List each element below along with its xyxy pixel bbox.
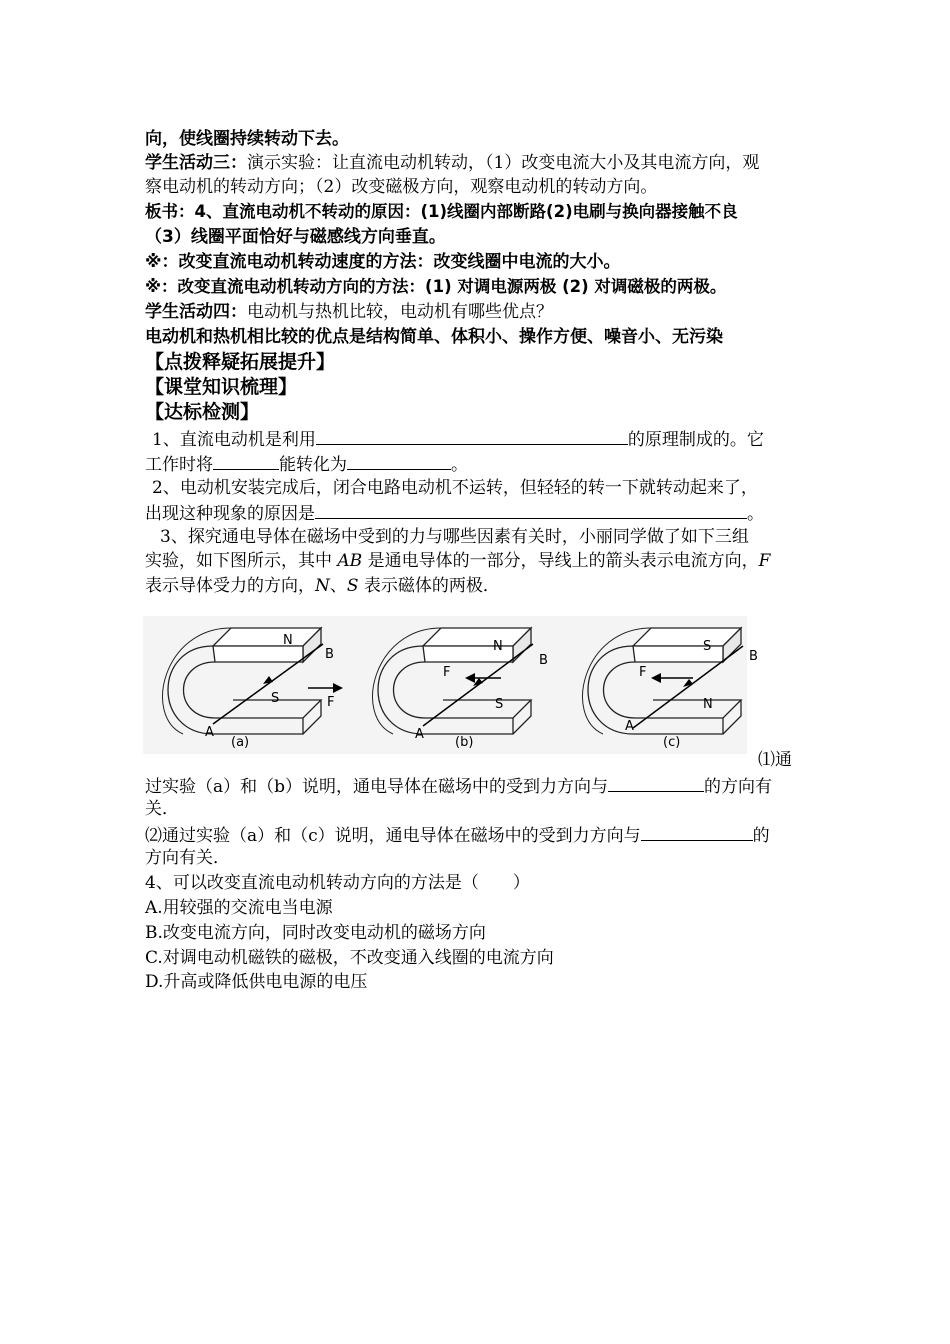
answer-blank[interactable] (316, 426, 628, 445)
svg-text:A: A (415, 727, 424, 742)
q3-text: 过实验（a）和（b）说明，通电导体在磁场中的受到力方向与 (145, 777, 609, 797)
q3-text: 表示磁体的两极． (358, 576, 500, 596)
q3-symbol: F (758, 551, 771, 571)
q1-text: 的原理制成的。它 (627, 430, 764, 450)
question-1 (152, 426, 764, 452)
q3-text: 实验，如下图所示，其中 (145, 551, 338, 571)
option-d[interactable]: D.升高或降低供电电源的电压 (145, 972, 368, 992)
q3-part1 (145, 773, 772, 799)
q1-text: 1、直流电动机是利用 (152, 430, 316, 450)
text-line (145, 300, 553, 324)
svg-text:F: F (639, 665, 647, 680)
q3-text: 是通电导体的一部分，导线上的箭头表示电流方向， (362, 551, 759, 571)
question-2-cont (145, 500, 764, 526)
activity-label: 学生活动三： (145, 153, 247, 173)
svg-text:S: S (495, 697, 504, 712)
svg-text:N: N (493, 639, 503, 654)
svg-text:B: B (325, 647, 334, 662)
q2-text: 。 (747, 504, 764, 524)
section-heading: 【点拨释疑拓展提升】 (145, 351, 336, 373)
svg-text:(b): (b) (455, 735, 474, 750)
q3-symbol: S (346, 576, 359, 596)
activity-text: 电动机与热机比较，电动机有哪些优点？ (247, 302, 553, 322)
question-1-cont (145, 451, 468, 477)
magnet-diagram (143, 616, 758, 754)
q3-part1-start: ⑴通 (758, 750, 792, 770)
q2-text: 出现这种现象的原因是 (145, 504, 315, 524)
q3-symbol: N (315, 576, 330, 596)
svg-text:B: B (749, 649, 758, 664)
svg-text:F: F (443, 665, 451, 680)
q3-symbol: AB (337, 551, 363, 571)
option-b[interactable]: B.改变电流方向，同时改变电动机的磁场方向 (145, 923, 486, 943)
svg-text:F: F (327, 695, 335, 710)
option-c[interactable]: C.对调电动机磁铁的磁极，不改变通入线圈的电流方向 (145, 948, 554, 968)
q1-text: 。 (451, 455, 468, 475)
option-a[interactable]: A.用较强的交流电当电源 (145, 898, 333, 918)
q3-text: 表示导体受力的方向， (145, 576, 315, 596)
q3-text: 的方向有 (704, 777, 773, 797)
svg-text:N: N (283, 633, 293, 648)
q3-text: 的 (752, 826, 770, 846)
question-3-cont (145, 549, 770, 573)
section-heading: 【达标检测】 (145, 401, 260, 423)
method-note: ※：改变直流电动机转动速度的方法：改变线圈中电流的大小。 (145, 252, 621, 272)
svg-text:N: N (703, 697, 713, 712)
answer-blank[interactable] (608, 773, 704, 792)
text-line (145, 151, 759, 175)
q1-text: 能转化为 (279, 455, 347, 475)
text-line: 察电动机的转动方向；（2）改变磁极方向，观察电动机的转动方向。 (145, 177, 658, 197)
svg-text:(a): (a) (231, 735, 250, 750)
activity-label: 学生活动四： (145, 302, 247, 322)
question-4: 4、可以改变直流电动机转动方向的方法是（ ） (145, 873, 530, 893)
q3-text: ⑵通过实验（a）和（c）说明，通电导体在磁场中的受到力方向与 (145, 826, 641, 846)
svg-text:(c): (c) (663, 735, 681, 750)
conclusion-line: 电动机和热机相比较的优点是结构简单、体积小、操作方便、噪音小、无污染 (145, 327, 723, 347)
board-note: 板书：4、直流电动机不转动的原因：(1)线圈内部断路(2)电刷与换向器接触不良 (145, 202, 738, 221)
panel-b (373, 628, 548, 750)
text-line: 向，使线圈持续转动下去。 (145, 129, 349, 149)
q3-part1-cont: 关． (145, 799, 179, 819)
question-2: 2、电动机安装完成后，闭合电路电动机不运转，但轻轻的转一下就转动起来了， (152, 478, 758, 498)
q1-text: 工作时将 (145, 455, 213, 475)
answer-blank[interactable] (315, 500, 747, 519)
svg-text:S: S (271, 691, 280, 706)
activity-text: 演示实验：让直流电动机转动，（1）改变电流大小及其电流方向，观 (247, 153, 760, 173)
answer-blank[interactable] (347, 451, 451, 470)
question-3: 3、探究通电导体在磁场中受到的力与哪些因素有关时，小丽同学做了如下三组 (160, 527, 749, 547)
panel-a (163, 628, 343, 750)
q3-part2-cont: 方向有关． (145, 848, 230, 868)
board-note: （3）线圈平面恰好与磁感线方向垂直。 (145, 227, 446, 247)
svg-text:S: S (703, 639, 712, 654)
answer-blank[interactable] (213, 451, 279, 470)
question-3-cont (145, 574, 500, 598)
method-note: ※：改变直流电动机转动方向的方法：(1) 对调电源两极 (2) 对调磁极的两极。 (145, 277, 727, 296)
answer-blank[interactable] (641, 822, 753, 841)
svg-text:A: A (205, 725, 214, 740)
q3-text: 、 (329, 576, 347, 596)
svg-text:A: A (625, 719, 634, 734)
q3-part2 (145, 822, 770, 848)
panel-c (583, 628, 758, 750)
magnet-experiment-figure (143, 616, 758, 754)
svg-text:B: B (539, 653, 548, 668)
section-heading: 【课堂知识梳理】 (145, 376, 298, 398)
